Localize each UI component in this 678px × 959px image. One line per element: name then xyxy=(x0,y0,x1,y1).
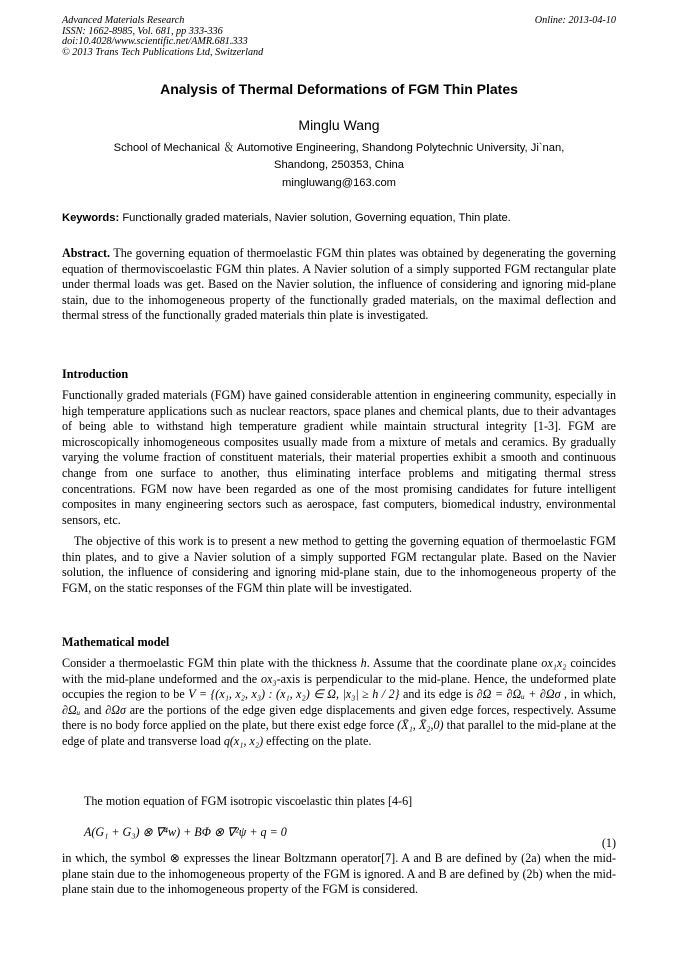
motion-equation-intro: The motion equation of FGM isotropic viscoelastic thin plates [4-6] xyxy=(84,794,413,808)
equation-explanation: in which, the symbol ⊗ expresses the linear Boltzmann operator[7]. A and B are defined by (2a) when the mid-plane stain due to the inhomogeneous property of the FGM is ignored. A and B are defined by (2b) when the mid-plane stain due to the inhomogeneous property of the FGM is considered. xyxy=(62,851,616,897)
math-edge: ∂Ω = ∂Ωᵤ + ∂Ωσ xyxy=(476,687,561,702)
paper-title: Analysis of Thermal Deformations of FGM Thin Plates xyxy=(160,81,518,97)
math-region: V = {(x₁, x₂, x₃) : (x₁, x₂) ∈ Ω, |x₃| ≥ h / 2} xyxy=(188,687,400,702)
equation-number: (1) xyxy=(601,836,616,850)
math-axis: ox₃ xyxy=(260,671,277,686)
keywords xyxy=(62,212,616,224)
math-ds: ∂Ωσ xyxy=(105,702,126,717)
abstract-label: Abstract. xyxy=(62,246,111,260)
online-date: Online: 2013-04-10 xyxy=(534,15,616,26)
keywords-text: Functionally graded materials, Navier solution, Governing equation, Thin plate. xyxy=(122,212,511,224)
mathematical-model-heading: Mathematical model xyxy=(62,635,170,649)
introduction-paragraph-2: The objective of this work is to present a new method to getting the governing equation of thermoelastic FGM thin plates, and to give a Navier solution of a simply supported FGM rectangular plate. Based on the Navier solution, the influence of considering and ignoring mid-plane stain, due to the inhomogeneous property of the FGM, on the static responses of the FGM thin plate will be investigated. xyxy=(62,534,616,595)
doi-line: doi:10.4028/www.scientific.net/AMR.681.333 xyxy=(62,36,248,48)
math-du: ∂Ωᵤ xyxy=(62,702,81,717)
journal-header xyxy=(62,16,616,58)
affiliation-line-1: School of Mechanical ＆ Automotive Engineering, Shandong Polytechnic University, Ji`nan, xyxy=(113,142,565,154)
affiliation xyxy=(62,140,616,173)
journal-name: Advanced Materials Research xyxy=(62,15,185,26)
abstract xyxy=(62,246,616,324)
keywords-label: Keywords: xyxy=(62,212,120,224)
equation-1: A(G₁ + G₃) ⊗ ∇⁴w) + BΦ ⊗ ∇²ψ + q = 0 xyxy=(84,825,287,839)
copyright-line: © 2013 Trans Tech Publications Ltd, Switzerland xyxy=(62,46,264,58)
text-run: -axis is perpendicular to the mid-plane. Hence, the undeformed plate occupies the region to be xyxy=(62,671,616,702)
issn-line: ISSN: 1662-8985, Vol. 681, pp 333-336 xyxy=(62,25,223,37)
author-name: Minglu Wang xyxy=(298,117,380,133)
text-run: and its edge is xyxy=(399,687,477,702)
text-run: . Assume that the coordinate plane xyxy=(366,656,542,670)
text-run: that parallel to the mid-plane at the edge of plate and transverse load xyxy=(62,718,616,748)
math-h: h xyxy=(360,656,367,670)
math-plane: ox₁x₂ xyxy=(541,656,567,670)
text-run: and xyxy=(80,702,106,717)
introduction-paragraph-1: Functionally graded materials (FGM) have gained considerable attention in engineering community, especially in high temperature applications such as nuclear reactors, space planes and chemical plants, due to their advantages of being able to withstand high temperature gradient while maintain structural integrity [1-3]. FGM are microscopically inhomogeneous composites usually made from a mixture of metals and ceramics. By gradually varying the volume fraction of constituent materials, their material properties exhibit a smooth and continuous change from one surface to another, thus eliminating interface problems and mitigating thermal stress concentrations. FGM now have been regarded as one of the most promising candidates for future intelligent composites in many engineering sectors such as aerospace, fast computers, biomedical industry, environmental sensors, etc. xyxy=(62,388,616,527)
math-force: (X̄₁, X̄₂,0) xyxy=(397,718,444,733)
math-load: q(x₁, x₂) xyxy=(223,733,264,748)
text-run: , in which, xyxy=(560,687,616,702)
text-run: are the portions of the edge given edge displacements and given edge forces, respectively. Assume there is no body force applied on the plate, but there exist edge force xyxy=(62,702,617,733)
mathematical-model-paragraph xyxy=(62,656,616,750)
affiliation-line-2: Shandong, 250353, China xyxy=(273,158,404,171)
introduction-heading: Introduction xyxy=(62,367,129,381)
text-run: effecting on the plate. xyxy=(263,733,372,748)
abstract-text: The governing equation of thermoelastic FGM thin plates was obtained by degenerating the governing equation of thermoviscoelastic FGM thin plates. A Navier solution of a simply supported FGM rectangular plate under thermal loads was get. Based on the Navier solution, the influence of considering and ignoring mid-plane stain, due to the inhomogeneous property of the functionally graded materials, on the maximal deflection and thermal stress of the functionally graded materials thin plate is investigated. xyxy=(62,246,616,323)
text-run: coincides with the mid-plane undeformed and the xyxy=(62,656,616,686)
text-run: Consider a thermoelastic FGM thin plate with the thickness xyxy=(62,656,361,670)
author-email: mingluwang@163.com xyxy=(282,177,396,189)
